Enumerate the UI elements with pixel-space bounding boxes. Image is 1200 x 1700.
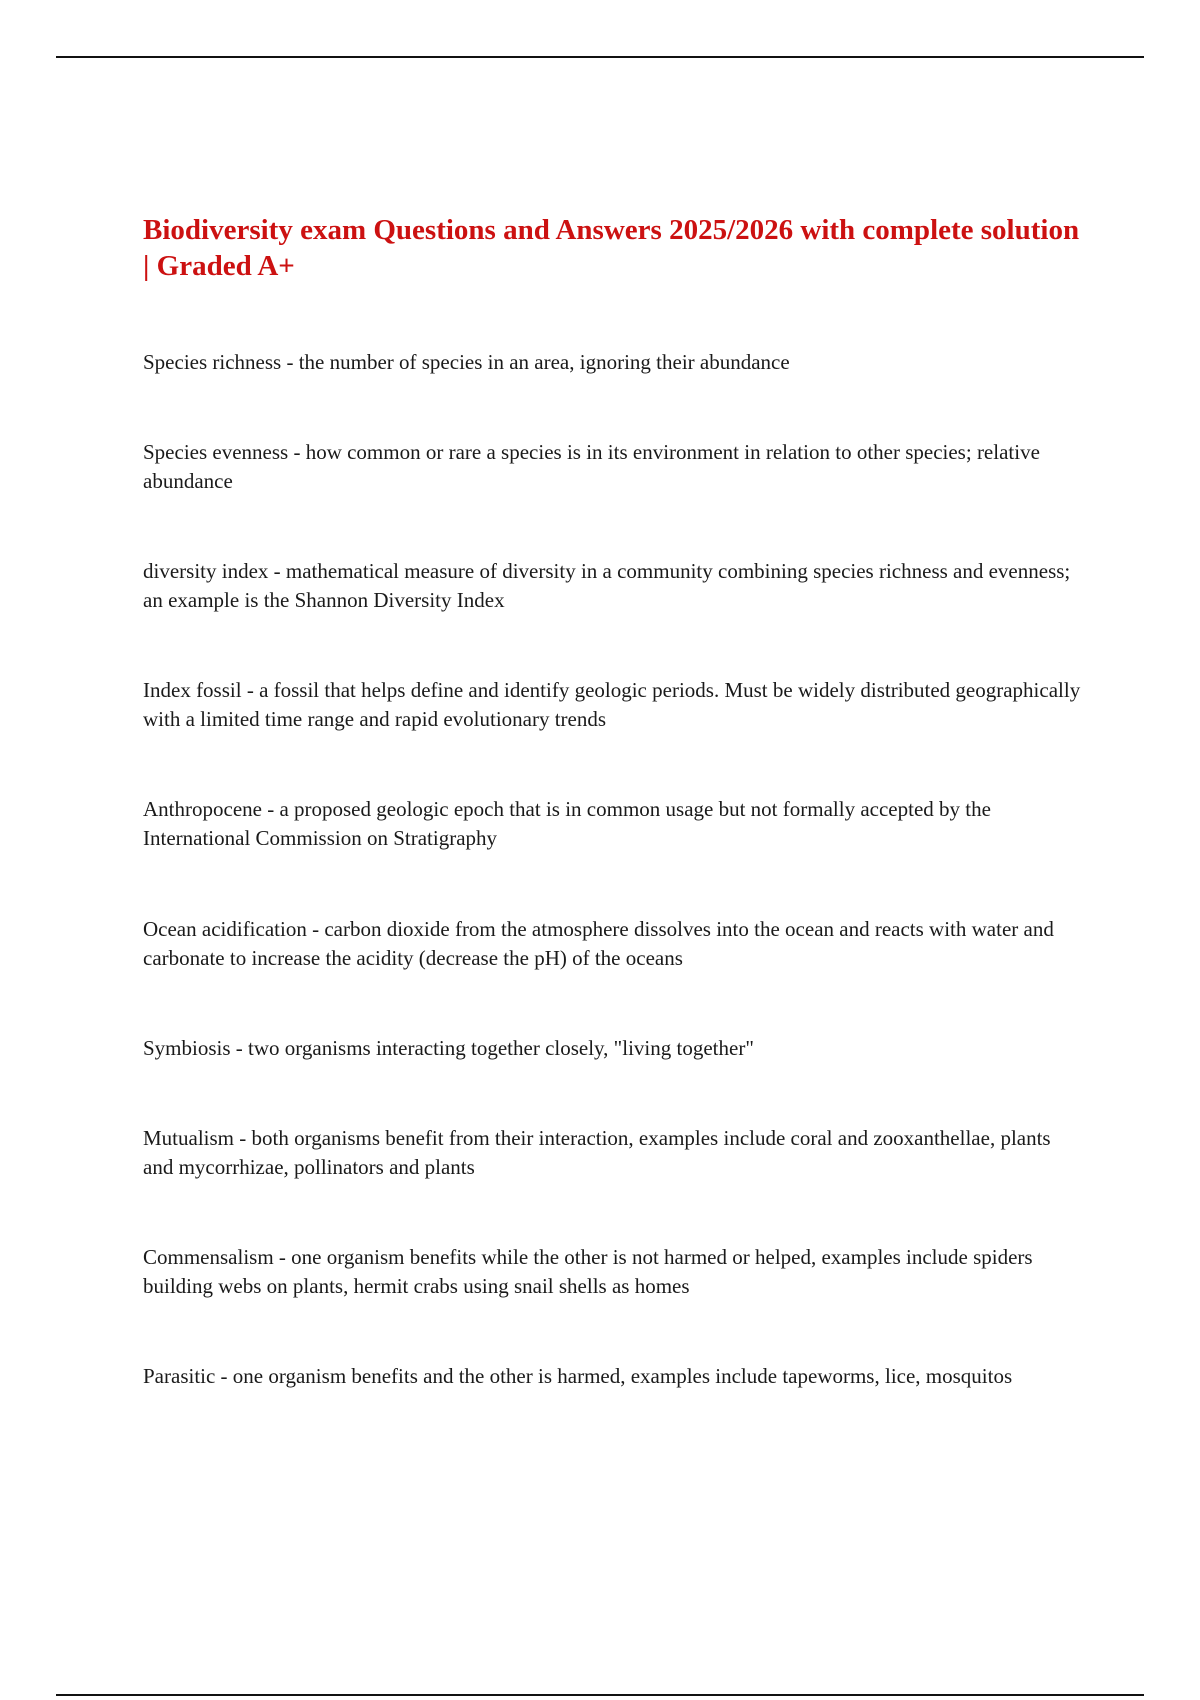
qa-item-parasitic: Parasitic - one organism benefits and the other is harmed, examples include tapeworms, lice, mosquitos: [143, 1364, 1013, 1388]
qa-item-anthropocene: Anthropocene - a proposed geologic epoch that is in common usage but not formally accepted by the International Commission on Stratigraphy: [143, 797, 991, 850]
qa-item-index-fossil: Index fossil - a fossil that helps define and identify geologic periods. Must be widely distributed geographically with a limited time range and rapid evolutionary trends: [143, 678, 1081, 731]
qa-item-symbiosis: Symbiosis - two organisms interacting together closely, "living together": [143, 1036, 754, 1060]
qa-item-ocean-acidification: Ocean acidification - carbon dioxide from the atmosphere dissolves into the ocean and reacts with water and carbonate to increase the acidity (decrease the pH) of the oceans: [143, 917, 1054, 970]
qa-item-species-richness: Species richness - the number of species in an area, ignoring their abundance: [143, 350, 790, 374]
qa-item-mutualism: Mutualism - both organisms benefit from their interaction, examples include coral and zooxanthellae, plants and mycorrhizae, pollinators and plants: [143, 1126, 1051, 1179]
top-rule: [56, 56, 1144, 58]
document-title: Biodiversity exam Questions and Answers 2025/2026 with complete solution | Graded A+: [143, 214, 1080, 282]
qa-item-diversity-index: diversity index - mathematical measure of diversity in a community combining species richness and evenness; an example is the Shannon Diversity Index: [143, 559, 1071, 612]
bottom-rule: [56, 1694, 1144, 1696]
qa-item-species-evenness: Species evenness - how common or rare a species is in its environment in relation to other species; relative abundance: [143, 440, 1040, 493]
qa-item-commensalism: Commensalism - one organism benefits while the other is not harmed or helped, examples include spiders building webs on plants, hermit crabs using snail shells as homes: [143, 1245, 1033, 1298]
